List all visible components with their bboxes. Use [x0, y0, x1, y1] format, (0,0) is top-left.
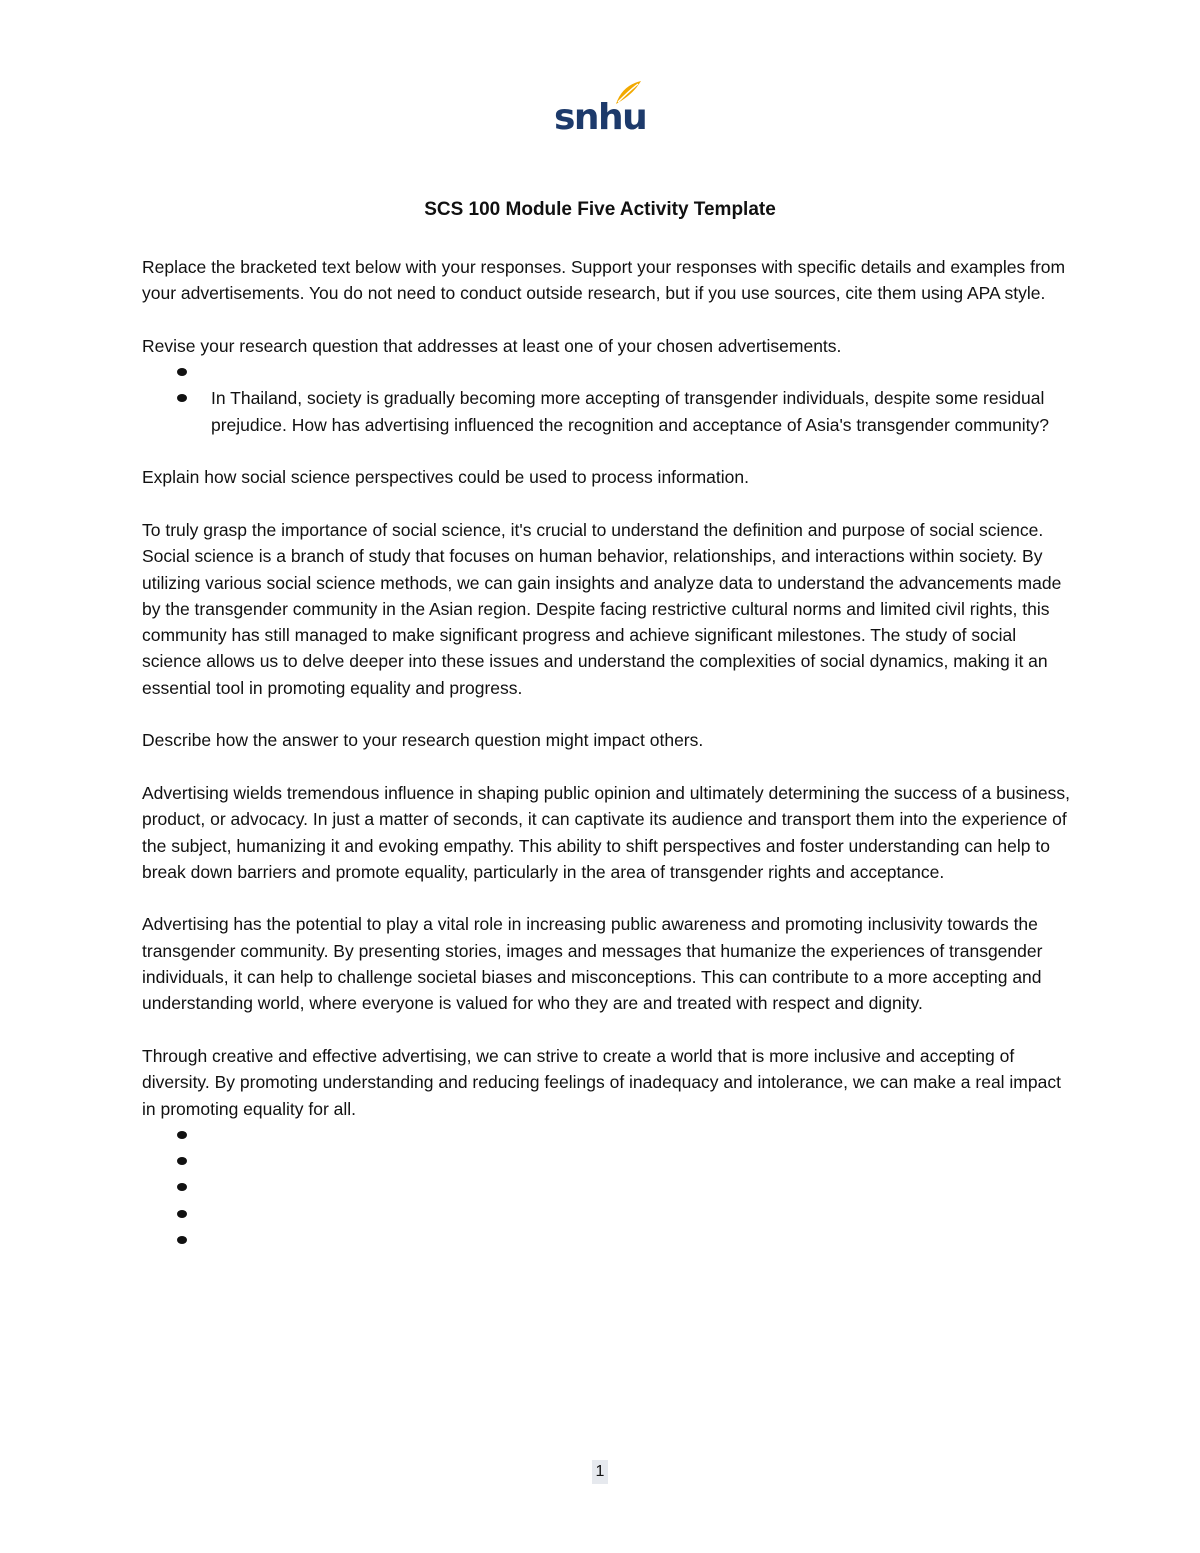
list-item: [142, 385, 1072, 438]
intro-paragraph: Replace the bracketed text below with your responses. Support your responses with specific details and examples from your advertisements. You do not need to conduct outside research, but if you use sources, cite them using APA style.: [142, 257, 1066, 304]
snhu-logo: [554, 80, 647, 140]
bullet-icon: [177, 1131, 187, 1139]
logo-wordmark: snhu: [554, 97, 647, 138]
bullet-icon: [177, 394, 187, 402]
bullet-icon: [177, 1210, 187, 1218]
list-item: [142, 1148, 1072, 1174]
list-item: [142, 1174, 1072, 1200]
bullet-icon: [177, 1183, 187, 1191]
section2-prompt: Explain how social science perspectives could be used to process information.: [142, 467, 749, 488]
section3-bullet-list: [142, 1122, 1072, 1253]
list-item: [142, 1201, 1072, 1227]
list-item-text: In Thailand, society is gradually becoming more accepting of transgender individuals, despite some residual prejudice. How has advertising influenced the recognition and acceptance of Asia's transgender community?: [211, 388, 1050, 435]
bullet-icon: [177, 1236, 187, 1244]
bullet-icon: [177, 368, 187, 376]
list-item: [142, 1122, 1072, 1148]
list-item: [142, 359, 1072, 385]
section1-prompt: Revise your research question that addresses at least one of your chosen advertisements.: [142, 335, 842, 356]
section3-paragraph: Advertising wields tremendous influence in shaping public opinion and ultimately determining the success of a business, product, or advocacy. In just a matter of seconds, it can captivate its audience and transport them into the experience of the subject, humanizing it and evoking empathy. This ability to shift perspectives and foster understanding can help to break down barriers and promote equality, particularly in the area of transgender rights and acceptance.: [142, 782, 1071, 882]
document-body: [142, 254, 1072, 1253]
document-title: SCS 100 Module Five Activity Template: [424, 199, 776, 220]
list-item: [142, 1227, 1072, 1253]
bullet-icon: [177, 1157, 187, 1165]
section3-prompt: Describe how the answer to your research question might impact others.: [142, 730, 704, 751]
page-number: 1: [592, 1460, 608, 1484]
section2-response: To truly grasp the importance of social science, it's crucial to understand the definition and purpose of social science. Social science is a branch of study that focuses on human behavior, relationships, and interactions within society. By utilizing various social science methods, we can gain insights and analyze data to understand the advancements made by the transgender community in the Asian region. Despite facing restrictive cultural norms and limited civil rights, this community has still managed to make significant progress and achieve significant milestones. The study of social science allows us to delve deeper into these issues and understand the complexities of social dynamics, making it an essential tool in promoting equality and progress.: [142, 519, 1062, 698]
section1-bullet-list: [142, 359, 1072, 438]
section3-paragraph: Advertising has the potential to play a vital role in increasing public awareness and promoting inclusivity towards the transgender community. By presenting stories, images and messages that humanize the experiences of transgender individuals, it can help to challenge societal biases and misconceptions. This can contribute to a more accepting and understanding world, where everyone is valued for who they are and treated with respect and dignity.: [142, 914, 1043, 1014]
section3-paragraph: Through creative and effective advertising, we can strive to create a world that is more inclusive and accepting of diversity. By promoting understanding and reducing feelings of inadequacy and intolerance, we can make a real impact in promoting equality for all.: [142, 1045, 1061, 1119]
